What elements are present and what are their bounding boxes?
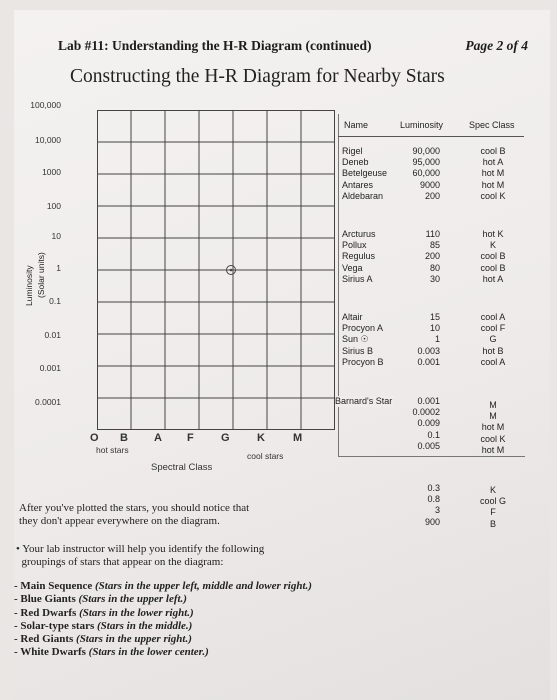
spec-class-group-4: M M hot M cool K hot M — [480, 400, 506, 455]
table-header-name: Name — [344, 120, 369, 130]
after-plotting-text: After you've plotted the stars, you should notice that they don't appear everywhere on the diagram. — [19, 502, 250, 527]
spec-class-group-5: K cool G F B — [479, 485, 506, 529]
instructor-note: • Your lab instructor will help you identify the following groupings of stars that appear on the diagram: — [16, 543, 265, 568]
page-number: Page 2 of 4 — [465, 38, 528, 53]
x-class-label: F — [187, 432, 194, 444]
y-axis-title-main: Luminosity — [24, 265, 34, 306]
y-tick-label: 10 — [51, 231, 61, 241]
star-names-group-4: Barnard's Star — [335, 396, 393, 406]
star-names-group-1: Rigel Deneb Betelgeuse Antares Aldebaran — [342, 146, 388, 201]
list-item: - Blue Giants (Stars in the upper left.) — [14, 593, 187, 606]
cool-stars-label: cool stars — [247, 451, 284, 461]
y-tick-label: 10,000 — [35, 135, 61, 145]
y-tick-label: 100,000 — [30, 100, 61, 110]
y-tick-label: 100 — [46, 201, 61, 211]
luminosity-group-4: 0.001 0.0002 0.009 0.1 0.005 — [412, 396, 440, 451]
luminosity-group-3: 15 10 1 0.003 0.001 — [417, 312, 440, 367]
star-names-group-2: Arcturus Pollux Regulus Vega Sirius A — [342, 229, 376, 284]
y-tick-label: 1000 — [42, 167, 61, 177]
y-axis-title — [22, 238, 62, 308]
y-tick-label: 0.0001 — [35, 397, 61, 407]
list-item: - Red Dwarfs (Stars in the lower right.) — [14, 606, 194, 619]
hr-diagram-grid — [97, 110, 335, 430]
list-item: - Solar-type stars (Stars in the middle.) — [14, 619, 193, 632]
spec-class-group-3: cool A cool F G hot B cool A — [480, 312, 506, 367]
table-header-spec-class: Spec Class — [469, 120, 515, 130]
groupings-list — [14, 580, 312, 660]
hot-stars-label: hot stars — [96, 445, 129, 455]
x-axis-title: Spectral Class — [151, 462, 213, 473]
y-tick-label: 0.1 — [49, 296, 61, 306]
table-header-luminosity: Luminosity — [400, 120, 444, 130]
y-tick-label: 0.001 — [39, 363, 61, 373]
x-class-label: G — [221, 432, 230, 444]
table-header-divider — [338, 136, 524, 137]
x-class-label: K — [257, 432, 265, 444]
luminosity-group-2: 110 85 200 80 30 — [424, 229, 440, 284]
x-class-label: O — [90, 432, 99, 444]
star-names-group-3: Altair Procyon A Sun ☉ Sirius B Procyon B — [342, 312, 384, 367]
page-title: Constructing the H-R Diagram for Nearby Stars — [70, 66, 445, 87]
list-item: - Main Sequence (Stars in the upper left, middle and lower right.) — [14, 580, 312, 592]
luminosity-group-5: 0.3 0.8 3 900 — [424, 483, 440, 527]
x-class-label: A — [154, 432, 162, 444]
list-item: - Red Giants (Stars in the upper right.) — [14, 633, 192, 646]
y-tick-label: 1 — [56, 263, 61, 273]
list-item: - White Dwarfs (Stars in the lower center.) — [14, 646, 209, 659]
y-tick-label: 0.01 — [44, 330, 61, 340]
x-class-label: M — [293, 432, 303, 444]
spec-class-group-1: cool B hot A hot M hot M cool K — [480, 146, 506, 201]
lab-title: Lab #11: Understanding the H-R Diagram (continued) — [58, 38, 372, 53]
luminosity-group-1: 90,000 95,000 60,000 9000 200 — [412, 146, 440, 201]
x-class-label: B — [120, 432, 128, 444]
spec-class-group-2: hot K K cool B cool B hot A — [480, 229, 506, 284]
y-axis-title-units: (Solar units) — [36, 252, 46, 298]
lab-header — [58, 38, 528, 54]
